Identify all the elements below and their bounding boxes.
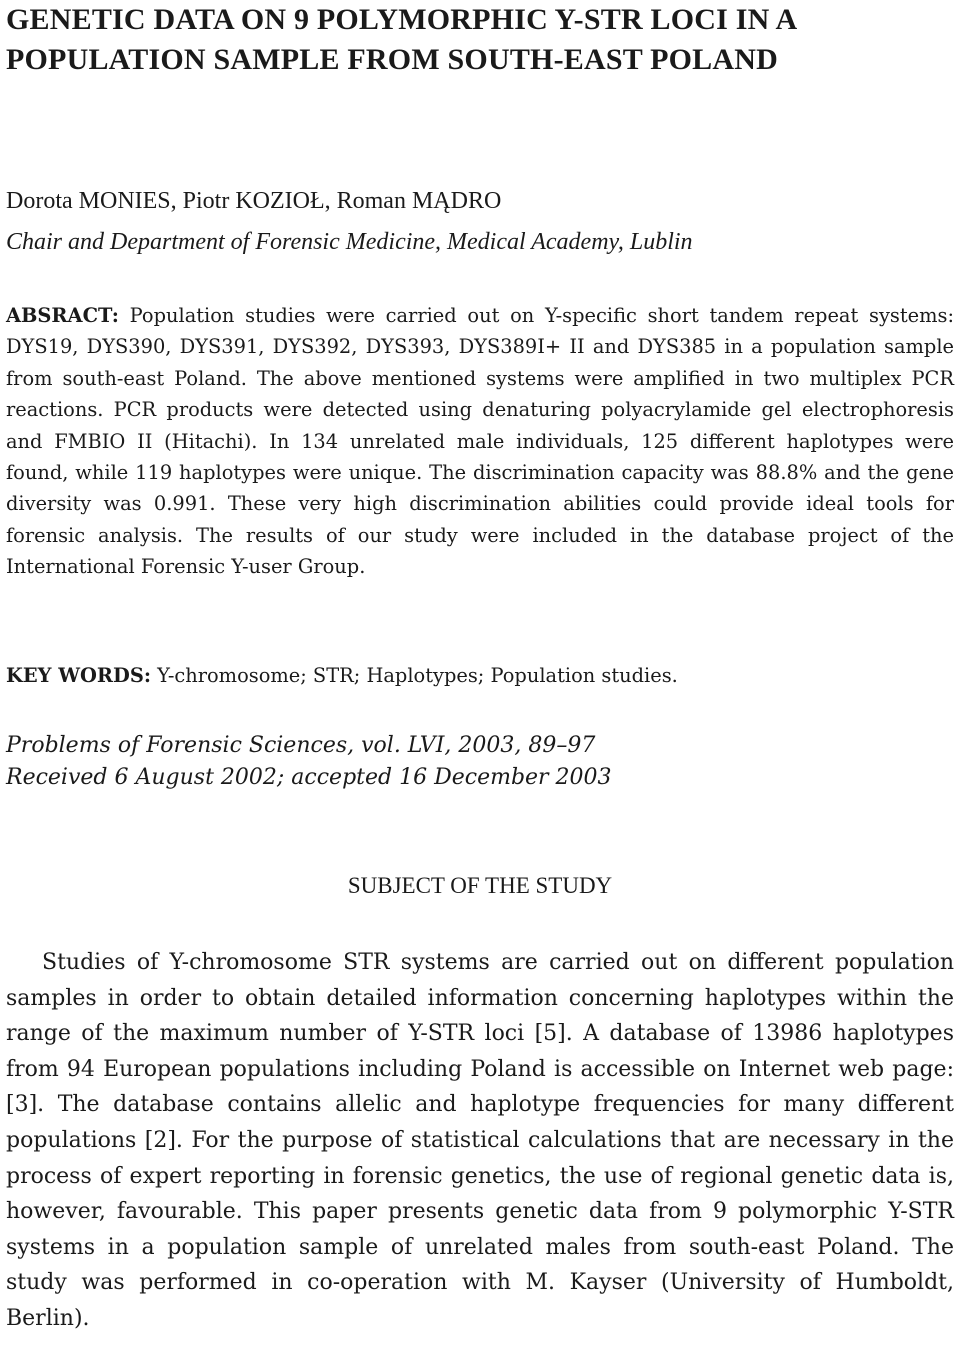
- journal-citation: Problems of Forensic Sciences, vol. LVI, 2003, 89–97: [6, 733, 596, 758]
- abstract-text: Population studies were carried out on Y-specific short tandem repeat systems: DYS19, DYS390, DYS391, DYS392, DYS393, DYS389I+ II and DYS385 in a population sample from south-east Poland. The above mentioned systems were amplified in two multiplex PCR reactions. PCR products were detected using denaturing polyacrylamide gel electrophoresis and FMBIO II (Hitachi). In 134 unrelated male individuals, 125 different haplotypes were found, while 119 haplotypes were unique. The discrimination capacity was 88.8% and the gene diversity was 0.991. These very high discrimination abilities could provide ideal tools for forensic analysis. The results of our study were included in the database project of the International Forensic Y-user Group.: [6, 304, 954, 579]
- received-dates: Received 6 August 2002; accepted 16 December 2003: [6, 765, 612, 790]
- abstract-label: ABSRACT:: [6, 304, 119, 327]
- section-heading: SUBJECT OF THE STUDY: [347, 873, 613, 898]
- keywords: [6, 660, 954, 691]
- keywords-label: KEY WORDS:: [6, 664, 151, 687]
- author-list: Dorota MONIES, Piotr KOZIOŁ, Roman MĄDRO: [6, 188, 502, 214]
- author-affiliation: Chair and Department of Forensic Medicine, Medical Academy, Lublin: [6, 229, 693, 255]
- paper-title: GENETIC DATA ON 9 POLYMORPHIC Y-STR LOCI IN A POPULATION SAMPLE FROM SOUTH-EAST POLAND: [6, 3, 796, 76]
- abstract: [6, 300, 954, 583]
- body-paragraph: Studies of Y-chromosome STR systems are carried out on different population samples in order to obtain detailed information concerning haplotypes within the range of the maximum number of Y-STR loci [5]. A database of 13986 haplotypes from 94 European populations including Poland is accessible on Internet web page: [3]. The database contains allelic and haplotype frequencies for many different populations [2]. For the purpose of statistical calculations that are necessary in the process of expert reporting in forensic genetics, the use of regional genetic data is, however, favourable. This paper presents genetic data from 9 polymorphic Y-STR systems in a population sample of unrelated males from south-east Poland. The study was performed in co-operation with M. Kayser (University of Humboldt, Berlin).: [6, 950, 954, 1331]
- keywords-text: Y-chromosome; STR; Haplotypes; Population studies.: [157, 664, 678, 687]
